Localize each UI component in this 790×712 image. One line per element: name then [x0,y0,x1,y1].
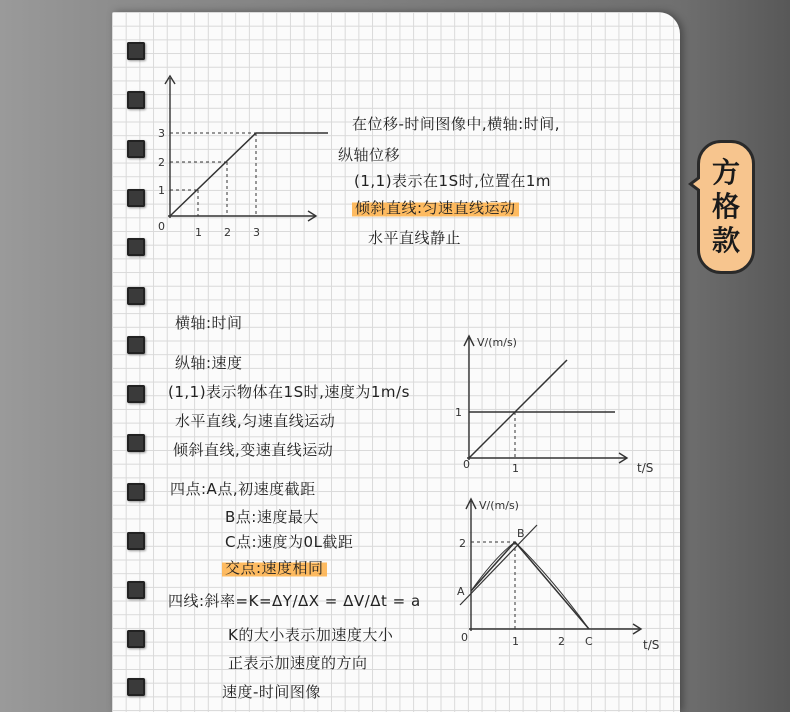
binder-hole [127,434,145,452]
note-line: (1,1)表示物体在1S时,速度为1m/s [168,383,410,401]
binder-hole [127,385,145,403]
note-line: 纵轴位移 [338,146,401,164]
note-line: 四线:斜率=K=ΔY/ΔX = ΔV/Δt = a [168,592,421,610]
note-line: 水平直线静止 [368,229,462,247]
point-label-b: B [517,527,525,540]
binder-hole [127,336,145,354]
highlighted-note: 交点:速度相同 [222,557,327,578]
binder-hole [127,140,145,158]
note-line: 速度-时间图像 [222,683,321,701]
binder-hole [127,581,145,599]
x-axis-label: t/S [637,461,654,475]
binder-hole [127,483,145,501]
note-line: C点:速度为0L截距 [225,533,354,551]
velocity-time-graph-points [455,495,675,655]
origin-label: 0 [463,458,470,471]
x-tick-label: 1 [512,635,519,648]
x-tick-label: 2 [558,635,565,648]
note-line: 正表示加速度的方向 [228,654,368,672]
badge-char: 方 [711,156,740,189]
x-tick-label: 2 [224,226,231,239]
origin-label: 0 [461,631,468,644]
note-line: 横轴:时间 [175,314,243,332]
x-tick-label: 3 [253,226,260,239]
binder-hole [127,630,145,648]
y-tick-label: 1 [455,406,462,419]
origin-label: 0 [158,220,165,233]
note-line: B点:速度最大 [225,508,319,526]
highlighted-note: 倾斜直线:匀速直线运动 [352,197,519,218]
note-line: 纵轴:速度 [175,354,243,372]
y-tick-label: 3 [158,127,165,140]
binder-hole [127,238,145,256]
badge-char: 格 [711,190,740,223]
note-line: 倾斜直线,变速直线运动 [173,441,334,459]
y-tick-label: 2 [459,537,466,550]
binder-hole [127,287,145,305]
point-label-a: A [457,585,465,598]
position-time-graph [150,70,330,250]
y-tick-label: 2 [158,156,165,169]
note-line: 四点:A点,初速度截距 [170,480,316,498]
badge-pointer-fill [693,178,701,190]
style-badge [697,140,755,274]
binder-hole [127,532,145,550]
note-line: 水平直线,匀速直线运动 [175,412,336,430]
note-line: K的大小表示加速度大小 [228,626,394,644]
binder-hole [127,91,145,109]
x-axis-label: t/S [643,638,660,652]
binder-hole [127,189,145,207]
binder-hole [127,678,145,696]
point-label-c: C [585,635,593,648]
x-tick-label: 1 [512,462,519,475]
binder-hole [127,42,145,60]
y-axis-label: V/(m/s) [479,499,519,512]
x-tick-label: 1 [195,226,202,239]
y-tick-label: 1 [158,184,165,197]
note-line: (1,1)表示在1S时,位置在1m [354,172,552,190]
y-axis-label: V/(m/s) [477,336,517,349]
velocity-time-graph-uniform [455,330,675,480]
note-line: 在位移-时间图像中,横轴:时间, [352,115,561,133]
badge-char: 款 [711,224,740,257]
